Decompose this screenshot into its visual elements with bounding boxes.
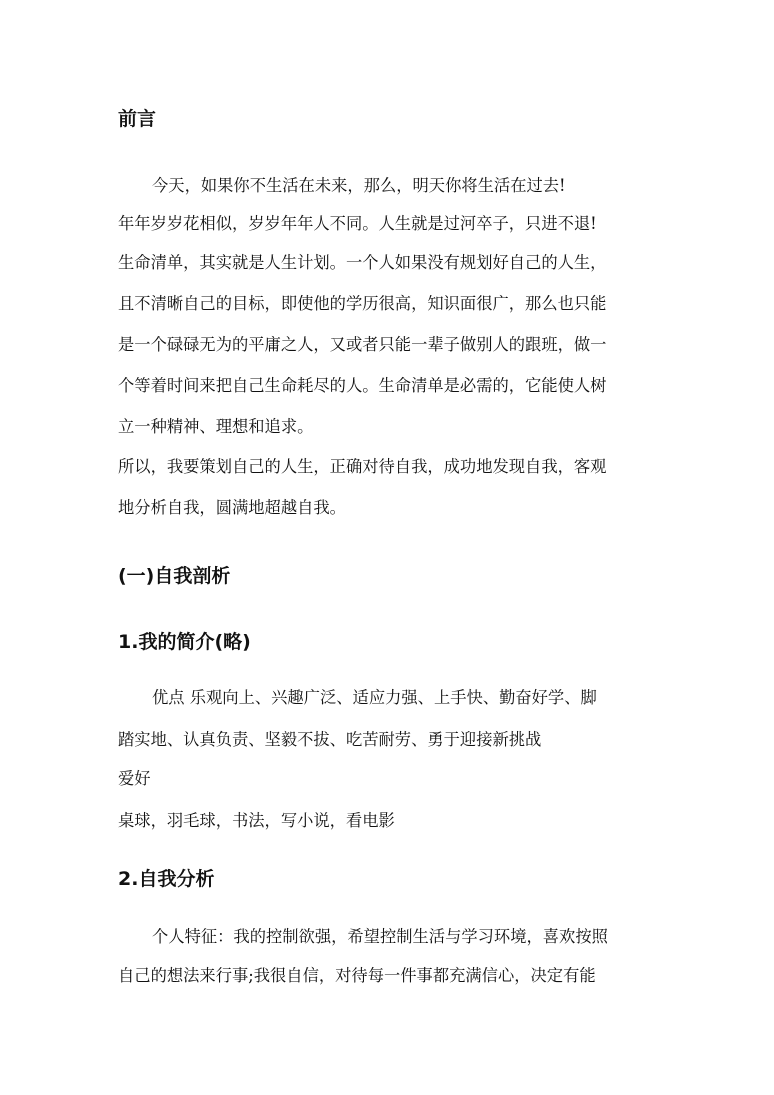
preface-paragraph-line: 今天，如果你不生活在未来，那么，明天你将生活在过去! bbox=[152, 176, 566, 195]
part1-heading: (一)自我剖析 bbox=[118, 565, 231, 587]
preface-heading: 前言 bbox=[118, 108, 157, 130]
preface-paragraph-line: 所以，我要策划自己的人生，正确对待自我，成功地发现自我，客观 bbox=[118, 457, 607, 476]
preface-paragraph-line: 个等着时间来把自己生命耗尽的人。生命清单是必需的，它能使人树 bbox=[118, 376, 607, 395]
preface-paragraph-line: 地分析自我，圆满地超越自我。 bbox=[118, 498, 346, 517]
preface-paragraph-line: 立一种精神、理想和追求。 bbox=[118, 417, 314, 436]
intro-line: 踏实地、认真负责、坚毅不拔、吃苦耐劳、勇于迎接新挑战 bbox=[118, 730, 542, 749]
analysis-heading: 2.自我分析 bbox=[118, 868, 215, 890]
intro-heading: 1.我的简介(略) bbox=[118, 631, 251, 653]
intro-line: 优点 乐观向上、兴趣广泛、适应力强、上手快、勤奋好学、脚 bbox=[152, 688, 597, 707]
analysis-line: 自己的想法来行事;我很自信，对待每一件事都充满信心，决定有能 bbox=[118, 966, 596, 985]
preface-paragraph-line: 年年岁岁花相似，岁岁年年人不同。人生就是过河卒子，只进不退! bbox=[118, 214, 597, 233]
preface-paragraph-line: 是一个碌碌无为的平庸之人，又或者只能一辈子做别人的跟班，做一 bbox=[118, 335, 607, 354]
preface-paragraph-line: 生命清单，其实就是人生计划。一个人如果没有规划好自己的人生， bbox=[118, 253, 607, 272]
intro-line: 爱好 bbox=[118, 769, 151, 788]
analysis-line: 个人特征：我的控制欲强，希望控制生活与学习环境，喜欢按照 bbox=[152, 927, 608, 946]
preface-paragraph-line: 且不清晰自己的目标，即使他的学历很高，知识面很广，那么也只能 bbox=[118, 294, 607, 313]
intro-line: 桌球，羽毛球，书法，写小说，看电影 bbox=[118, 811, 395, 830]
